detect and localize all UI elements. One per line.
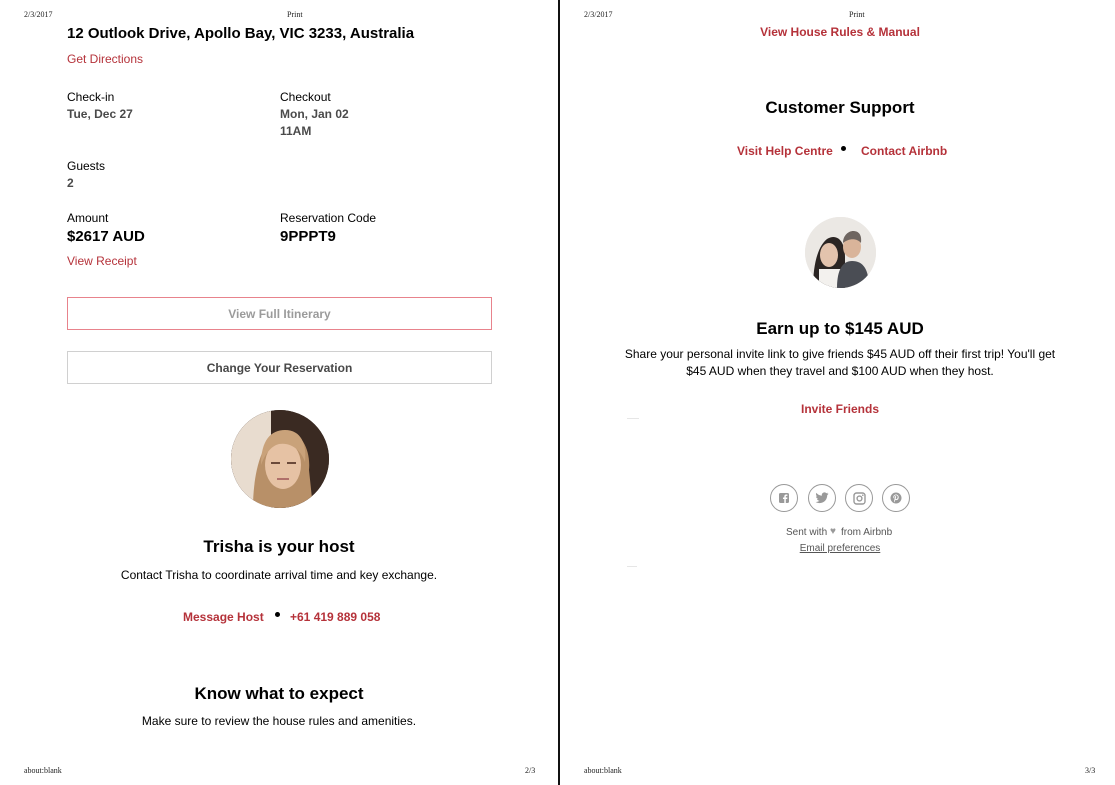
guests-label: Guests (67, 159, 106, 173)
earn-title: Earn up to $145 AUD (756, 319, 924, 338)
checkout-label: Checkout (280, 90, 331, 104)
view-receipt-link[interactable]: View Receipt (67, 254, 137, 268)
host-avatar (231, 410, 329, 508)
print-date: 2/3/2017 (24, 10, 53, 19)
twitter-icon[interactable] (808, 484, 836, 512)
facebook-icon[interactable] (770, 484, 798, 512)
couple-portrait-icon (805, 217, 876, 288)
print-title: Print (849, 10, 865, 19)
checkout-date: Mon, Jan 02 (280, 107, 349, 121)
print-date: 2/3/2017 (584, 10, 613, 19)
earn-text-line1: Share your personal invite link to give friends $45 AUD off their first trip! You'll get (624, 347, 1056, 361)
from-airbnb-text: from Airbnb (841, 527, 893, 538)
contact-airbnb-link[interactable]: Contact Airbnb (861, 144, 948, 158)
listing-address: 12 Outlook Drive, Apollo Bay, VIC 3233, Australia (67, 25, 415, 42)
expect-description: Make sure to review the house rules and amenities. (141, 714, 417, 728)
referral-avatar (805, 217, 876, 288)
reservation-code-value: 9PPPT9 (280, 228, 336, 245)
host-portrait-icon (231, 410, 329, 508)
separator-dot (841, 146, 846, 151)
support-title: Customer Support (765, 98, 915, 117)
pinterest-icon[interactable] (882, 484, 910, 512)
heart-icon: ♥ (830, 526, 836, 537)
host-title: Trisha is your host (203, 537, 355, 556)
amount-label: Amount (67, 211, 109, 225)
help-centre-link[interactable]: Visit Help Centre (737, 144, 833, 158)
divider-line (627, 566, 637, 567)
house-rules-link[interactable]: View House Rules & Manual (760, 25, 920, 39)
print-page-3 (560, 0, 1115, 785)
change-reservation-button[interactable]: Change Your Reservation (67, 351, 492, 384)
amount-value: $2617 AUD (67, 228, 145, 245)
print-footer-url: about:blank (584, 766, 622, 775)
expect-title: Know what to expect (194, 684, 364, 703)
email-preferences-link[interactable]: Email preferences (799, 543, 881, 554)
invite-friends-link[interactable]: Invite Friends (800, 402, 880, 416)
print-title: Print (287, 10, 303, 19)
checkin-date: Tue, Dec 27 (67, 107, 133, 121)
separator-dot (275, 612, 280, 617)
divider-line (627, 418, 639, 419)
checkin-label: Check-in (67, 90, 115, 104)
get-directions-link[interactable]: Get Directions (67, 52, 144, 66)
instagram-icon[interactable] (845, 484, 873, 512)
print-footer-url: about:blank (24, 766, 62, 775)
sent-with-text: Sent with (786, 527, 828, 538)
message-host-link[interactable]: Message Host (183, 610, 264, 624)
host-description: Contact Trisha to coordinate arrival time and key exchange. (120, 568, 438, 582)
host-phone-link[interactable]: +61 419 889 058 (290, 610, 381, 624)
reservation-code-label: Reservation Code (280, 211, 377, 225)
print-page-number: 2/3 (525, 766, 536, 775)
print-page-number: 3/3 (1085, 766, 1096, 775)
guests-value: 2 (67, 176, 74, 190)
checkout-time: 11AM (280, 124, 312, 138)
view-full-itinerary-button[interactable]: View Full Itinerary (67, 297, 492, 330)
earn-text-line2: $45 AUD when they travel and $100 AUD when they host. (686, 364, 994, 378)
